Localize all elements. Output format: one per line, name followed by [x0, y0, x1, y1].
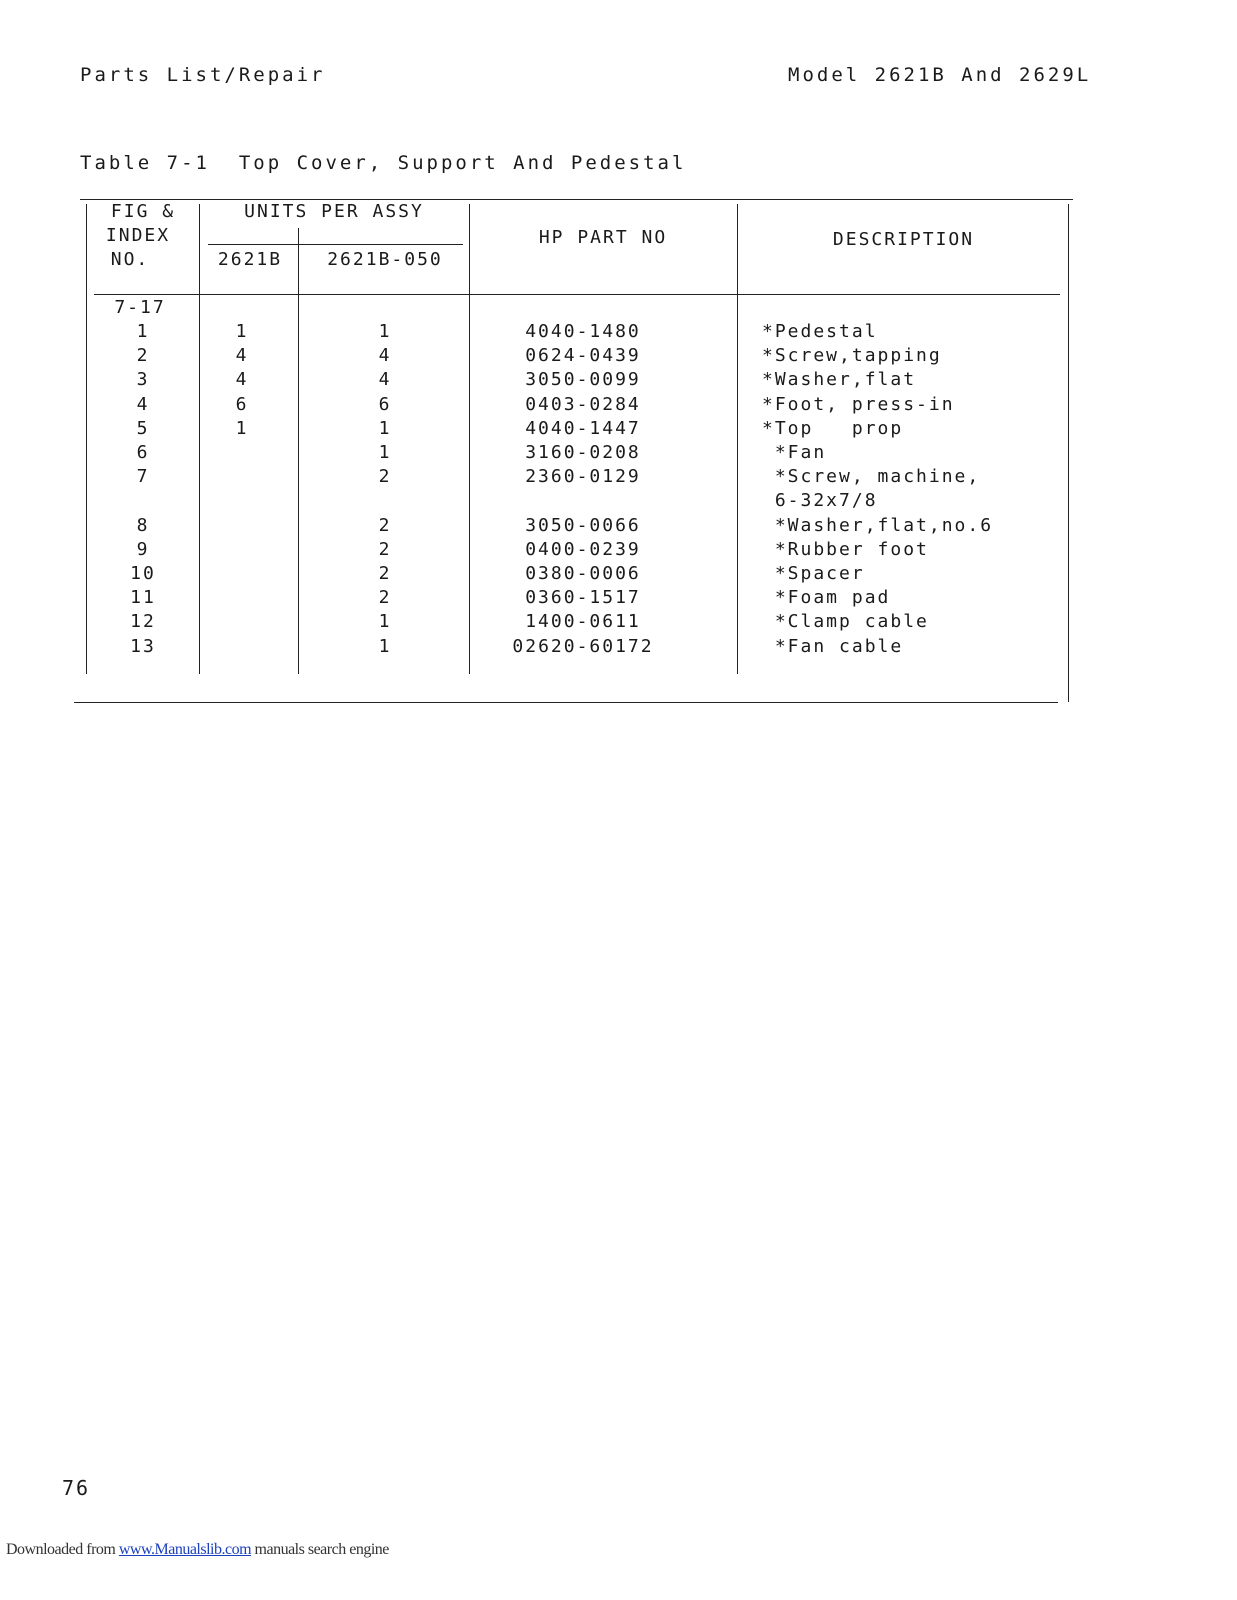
row-part-number: 3050-0099 — [525, 369, 641, 390]
row-qty-2621b-050: 1 — [378, 636, 392, 657]
row-index: 9 — [136, 539, 150, 560]
row-index: 8 — [136, 515, 150, 536]
row-description: *Spacer — [762, 563, 865, 584]
header-units-2621b: 2621B — [217, 249, 283, 270]
row-description: *Washer,flat — [762, 369, 917, 390]
row-description: *Fan cable — [762, 636, 904, 657]
row-index: 7 — [136, 466, 150, 487]
col-border-part — [737, 204, 738, 674]
row-description: *Foot, press-in — [762, 394, 955, 415]
col-border-left — [86, 204, 87, 674]
row-index: 13 — [130, 636, 156, 657]
row-part-number: 02620-60172 — [512, 636, 654, 657]
row-qty-2621b-050: 2 — [378, 466, 392, 487]
row-part-number: 4040-1447 — [525, 418, 641, 439]
row-part-number: 0400-0239 — [525, 539, 641, 560]
row-description: *Foam pad — [762, 587, 891, 608]
download-footer — [6, 1541, 389, 1559]
row-qty-2621b-050: 2 — [378, 563, 392, 584]
header-units-per-assy: UNITS PER ASSY — [244, 201, 424, 222]
row-part-number: 3160-0208 — [525, 442, 641, 463]
row-qty-2621b-050: 4 — [378, 369, 392, 390]
row-qty-2621b: 1 — [235, 321, 249, 342]
row-index: 10 — [130, 563, 156, 584]
row-index: 11 — [130, 587, 156, 608]
row-qty-2621b-050: 1 — [378, 442, 392, 463]
header-units-2621b-050: 2621B-050 — [327, 249, 443, 270]
figure-reference: 7-17 — [114, 297, 166, 318]
row-description: 6-32x7/8 — [762, 490, 878, 511]
running-header-left: Parts List/Repair — [80, 64, 326, 86]
row-index: 5 — [136, 418, 150, 439]
row-description: *Clamp cable — [762, 611, 929, 632]
row-part-number: 4040-1480 — [525, 321, 641, 342]
row-description: *Fan — [762, 442, 827, 463]
row-qty-2621b-050: 2 — [378, 539, 392, 560]
table-caption: Table 7-1 Top Cover, Support And Pedestal — [80, 152, 687, 174]
row-qty-2621b-050: 2 — [378, 515, 392, 536]
row-qty-2621b-050: 6 — [378, 394, 392, 415]
row-index: 3 — [136, 369, 150, 390]
header-fig-line1: FIG & — [110, 201, 176, 222]
header-hp-part-no: HP PART NO — [538, 227, 668, 248]
manualslib-link[interactable]: www.Manualslib.com — [118, 1541, 252, 1558]
header-fig-line2: INDEX — [105, 225, 171, 246]
row-description: *Top prop — [762, 418, 904, 439]
footer-prefix: Downloaded from — [6, 1541, 119, 1558]
table-bottom-rule — [74, 702, 1058, 703]
col-border-fig — [199, 204, 200, 674]
header-description: DESCRIPTION — [832, 229, 975, 250]
row-qty-2621b-050: 4 — [378, 345, 392, 366]
row-qty-2621b: 6 — [235, 394, 249, 415]
header-fig-line3: NO. — [110, 249, 150, 270]
col-border-right — [1068, 204, 1069, 702]
row-description: *Screw,tapping — [762, 345, 942, 366]
page-number: 76 — [62, 1476, 91, 1500]
row-description: *Washer,flat,no.6 — [762, 515, 994, 536]
row-part-number: 3050-0066 — [525, 515, 641, 536]
row-index: 12 — [130, 611, 156, 632]
col-border-units — [298, 228, 299, 674]
row-description: *Screw, machine, — [762, 466, 981, 487]
row-qty-2621b-050: 1 — [378, 321, 392, 342]
footer-suffix: manuals search engine — [251, 1541, 389, 1558]
row-index: 6 — [136, 442, 150, 463]
running-header-right: Model 2621B And 2629L — [788, 64, 1092, 86]
row-part-number: 0380-0006 — [525, 563, 641, 584]
row-qty-2621b: 1 — [235, 418, 249, 439]
row-part-number: 0403-0284 — [525, 394, 641, 415]
row-index: 2 — [136, 345, 150, 366]
row-part-number: 2360-0129 — [525, 466, 641, 487]
row-qty-2621b-050: 2 — [378, 587, 392, 608]
row-qty-2621b-050: 1 — [378, 418, 392, 439]
row-description: *Pedestal — [762, 321, 878, 342]
row-part-number: 0360-1517 — [525, 587, 641, 608]
col-border-assy — [469, 204, 470, 674]
units-subheader-rule — [208, 244, 463, 245]
row-qty-2621b: 4 — [235, 369, 249, 390]
row-part-number: 0624-0439 — [525, 345, 641, 366]
row-description: *Rubber foot — [762, 539, 929, 560]
row-part-number: 1400-0611 — [525, 611, 641, 632]
row-qty-2621b-050: 1 — [378, 611, 392, 632]
row-index: 1 — [136, 321, 150, 342]
row-index: 4 — [136, 394, 150, 415]
row-qty-2621b: 4 — [235, 345, 249, 366]
header-bottom-rule — [94, 294, 1060, 295]
